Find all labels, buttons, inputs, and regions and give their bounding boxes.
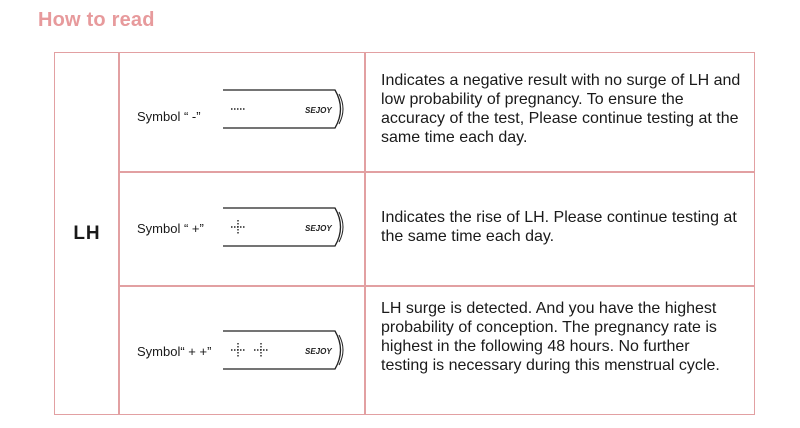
description-negative: Indicates a negative result with no surge of LH and low probability of pregnancy. To ensure the accuracy of the test, Please continue testing at the same time each day. bbox=[381, 72, 741, 146]
row-divider bbox=[118, 285, 754, 287]
row-header-lh: LH bbox=[73, 222, 101, 244]
symbol-double-positive-label: Symbol“ + +” bbox=[137, 344, 212, 359]
symbol-positive-label: Symbol “ +” bbox=[137, 221, 204, 236]
test-strip-negative-icon bbox=[221, 88, 347, 130]
description-double-positive: LH surge is detected. And you have the highest probability of conception. The pregnancy rate is highest in the following 48 hours. No further testing is necessary during this menstrual cycle. bbox=[381, 300, 720, 374]
row-divider bbox=[118, 171, 754, 173]
brand-logo: SEJOY bbox=[305, 224, 332, 233]
test-strip-double-positive-icon bbox=[221, 329, 347, 371]
description-positive: Indicates the rise of LH. Please continue testing at the same time each day. bbox=[381, 209, 737, 245]
brand-logo: SEJOY bbox=[305, 347, 332, 356]
column-divider bbox=[364, 53, 366, 414]
page-title: How to read bbox=[38, 9, 155, 31]
test-strip-positive-icon bbox=[221, 206, 347, 248]
brand-logo: SEJOY bbox=[305, 106, 332, 115]
symbol-negative-label: Symbol “ -” bbox=[137, 109, 201, 124]
reading-table bbox=[54, 52, 755, 415]
